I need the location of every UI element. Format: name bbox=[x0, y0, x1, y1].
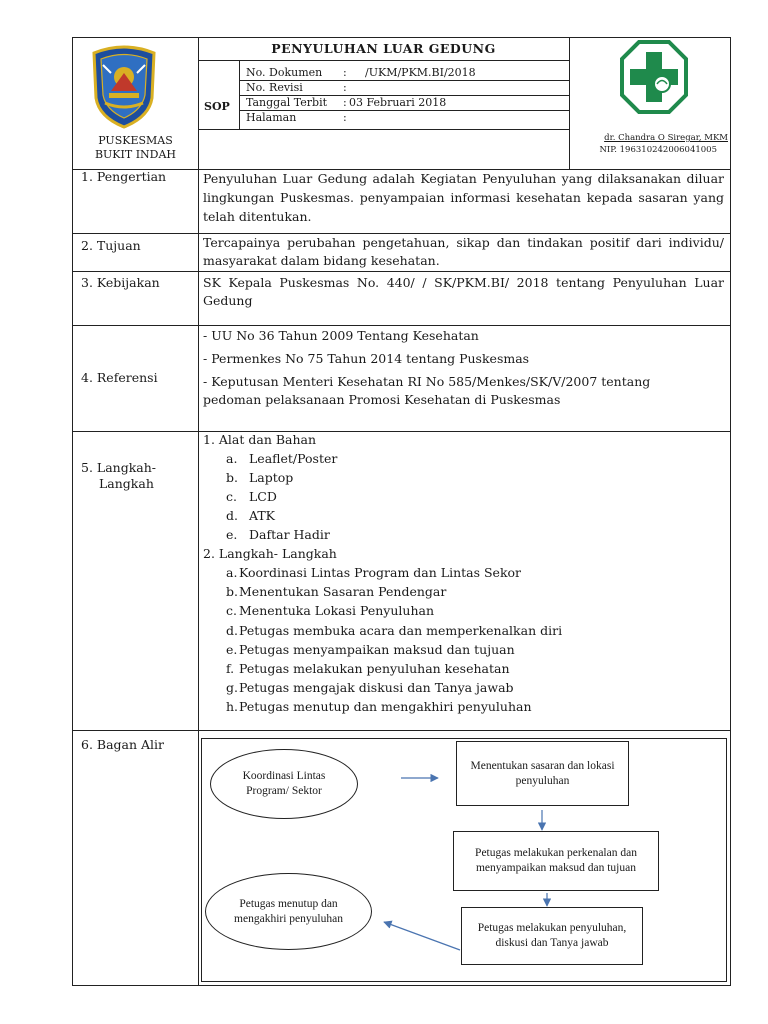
section-label-pengertian: 1. Pengertian bbox=[81, 169, 167, 184]
sop-label: SOP bbox=[204, 100, 230, 113]
section-label-langkah-line1: 5. Langkah- bbox=[81, 460, 157, 475]
signer-name: dr. Chandra O Siregar, MKM bbox=[604, 133, 728, 143]
alat-mark: d. bbox=[226, 508, 238, 523]
alat-item: Laptop bbox=[249, 470, 294, 485]
section-label-tujuan: 2. Tujuan bbox=[81, 238, 141, 253]
step-item: Petugas melakukan penyuluhan kesehatan bbox=[239, 661, 510, 676]
step-mark: f. bbox=[226, 661, 235, 676]
flow-node-start: Koordinasi Lintas Program/ Sektor bbox=[210, 749, 358, 819]
step-item: Menentuka Lokasi Penyuluhan bbox=[239, 603, 435, 618]
step-mark: h. bbox=[226, 699, 239, 714]
page-label: Halaman bbox=[246, 111, 297, 124]
revision-colon: : bbox=[343, 81, 347, 94]
step-mark: c. bbox=[226, 603, 237, 618]
alat-item: LCD bbox=[249, 489, 277, 504]
section-label-referensi: 4. Referensi bbox=[81, 370, 158, 385]
alat-mark: a. bbox=[226, 451, 238, 466]
step-item: Petugas menyampaikan maksud dan tujuan bbox=[239, 642, 515, 657]
section-label-bagan: 6. Bagan Alir bbox=[81, 737, 165, 752]
doc-no-colon: : bbox=[343, 66, 347, 79]
referensi-item: - UU No 36 Tahun 2009 Tentang Kesehatan bbox=[203, 328, 479, 343]
flowchart-arrows bbox=[73, 38, 730, 985]
flow-arrow bbox=[384, 922, 460, 950]
page-colon: : bbox=[343, 111, 347, 124]
flow-node-intro: Petugas melakukan perkenalan dan menyampaikan maksud dan tujuan bbox=[453, 831, 659, 891]
alat-mark: b. bbox=[226, 470, 238, 485]
section-label-kebijakan: 3. Kebijakan bbox=[81, 275, 160, 290]
flow-node-target: Menentukan sasaran dan lokasi penyuluhan bbox=[456, 741, 629, 806]
org-name-line2: BUKIT INDAH bbox=[94, 148, 177, 161]
langkah-heading: 2. Langkah- Langkah bbox=[203, 546, 337, 561]
alat-item: ATK bbox=[249, 508, 276, 523]
org-name-line1: PUSKESMAS bbox=[98, 134, 173, 147]
sop-document bbox=[72, 37, 731, 986]
doc-no-label: No. Dokumen bbox=[246, 66, 323, 79]
kebijakan-text: SK Kepala Puskesmas No. 440/ / SK/PKM.BI/ 2018 tentang Penyuluhan Luar Gedung bbox=[203, 275, 724, 308]
date-colon: : bbox=[343, 96, 347, 109]
alat-item: Leaflet/Poster bbox=[249, 451, 338, 466]
date-value: 03 Februari 2018 bbox=[349, 96, 447, 109]
step-mark: a. bbox=[226, 565, 238, 580]
signer-nip: NIP. 196310242006041005 bbox=[599, 145, 717, 155]
pengertian-text: Penyuluhan Luar Gedung adalah Kegiatan Penyuluhan yang dilaksanakan diluar lingkungan Puskesmas. penyampaian informasi kesehatan kepada sasaran yang telah ditentukan. bbox=[203, 171, 724, 224]
step-item: Koordinasi Lintas Program dan Lintas Sekor bbox=[239, 565, 522, 580]
tujuan-text: Tercapainya perubahan pengetahuan, sikap dan tindakan positif dari individu/ masyarakat dalam bidang kesehatan. bbox=[203, 235, 724, 268]
flow-node-end: Petugas menutup dan mengakhiri penyuluhan bbox=[205, 873, 372, 950]
step-mark: e. bbox=[226, 642, 238, 657]
step-mark: d. bbox=[226, 623, 238, 638]
alat-item: Daftar Hadir bbox=[249, 527, 330, 542]
alat-heading: 1. Alat dan Bahan bbox=[203, 432, 317, 447]
step-item: Petugas mengajak diskusi dan Tanya jawab bbox=[239, 680, 514, 695]
flow-node-counsel: Petugas melakukan penyuluhan, diskusi dan Tanya jawab bbox=[461, 907, 643, 965]
date-label: Tanggal Terbit bbox=[246, 96, 328, 109]
step-mark: b. bbox=[226, 584, 238, 599]
referensi-item: - Permenkes No 75 Tahun 2014 tentang Puskesmas bbox=[203, 351, 530, 366]
step-mark: g. bbox=[226, 680, 238, 695]
alat-mark: e. bbox=[226, 527, 238, 542]
doc-no-value: /UKM/PKM.BI/2018 bbox=[365, 66, 476, 79]
step-item: Petugas membuka acara dan memperkenalkan diri bbox=[239, 623, 563, 638]
section-label-langkah-line2: Langkah bbox=[99, 476, 154, 491]
referensi-item: - Keputusan Menteri Kesehatan RI No 585/Menkes/SK/V/2007 tentang pedoman pelaksanaan Promosi Kesehatan di Puskesmas bbox=[203, 374, 651, 407]
revision-label: No. Revisi bbox=[246, 81, 303, 94]
step-item: Menentukan Sasaran Pendengar bbox=[239, 584, 447, 599]
document-title: PENYULUHAN LUAR GEDUNG bbox=[271, 41, 496, 56]
step-item: Petugas menutup dan mengakhiri penyuluhan bbox=[239, 699, 532, 714]
alat-mark: c. bbox=[226, 489, 237, 504]
